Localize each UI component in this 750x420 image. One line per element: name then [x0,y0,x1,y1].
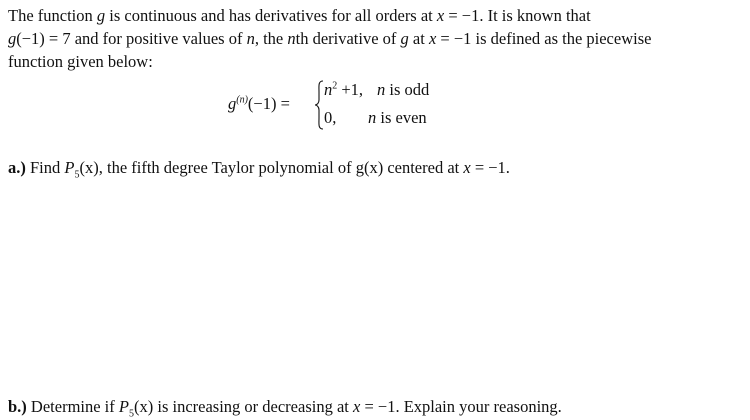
question-part-b: b.) Determine if $P_5(x)$ is increasing or decreasing at x = −1. Explain your reasoning. [8,397,562,420]
case-2-condition: n is even [368,108,427,127]
piecewise-lhs: $g^{(n)}(-1)$ = [228,94,290,113]
case-1-expression: $n^2 +1$, [324,80,364,99]
intro-line-1: The function g is continuous and has derivatives for all orders at x = −1. It is known that [8,6,591,25]
case-1-condition: n is odd [377,80,430,99]
piecewise-definition [228,80,468,132]
intro-line-3: function given below: [8,52,153,71]
question-part-a: a.) Find $P_5(x)$, the fifth degree Taylor polynomial of g(x) centered at x = −1. [8,158,510,181]
intro-line-2: g(−1) = 7 and for positive values of n, the nth derivative of g at x = −1 is defined as the piecewise [8,29,652,48]
case-2-expression: 0, [324,108,337,127]
left-brace-icon [314,80,324,130]
